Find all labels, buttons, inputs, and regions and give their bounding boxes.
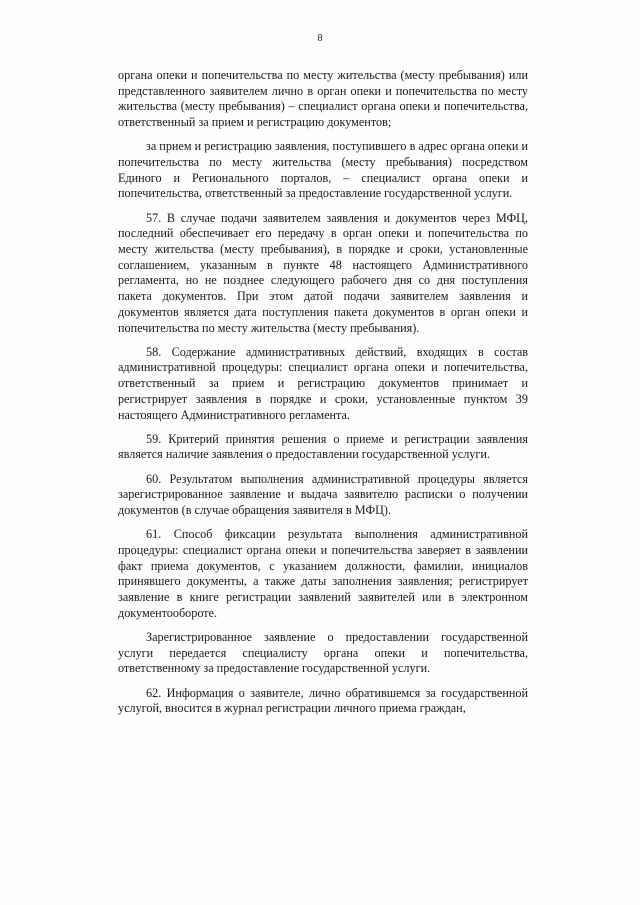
paragraph-57: 57. В случае подачи заявителем заявления и документов через МФЦ, последний обеспечивает его передачу в орган опеки и попечительства по месту жительства (месту пребывания), в порядке и сроки, установленные соглашением, указанным в пункте 48 настоящего Административного регламента, но не позднее следующего рабочего дня со дня поступления пакета документов. При этом датой подачи заявителем заявления и документов является дата поступления пакета документов в орган опеки и попечительства по месту жительства (месту пребывания).	[118, 210, 528, 335]
paragraph-registered-application: Зарегистрированное заявление о предоставлении государственной услуги передается специалисту органа опеки и попечительства, ответственному за предоставление государственной услуги.	[118, 630, 528, 676]
paragraph-continuation: органа опеки и попечительства по месту жительства (месту пребывания) или представленного заявителем лично в орган опеки и попечительства по месту жительства (месту пребывания) – специалист органа опеки и попечительства, ответственный за прием и регистрацию документов;	[118, 68, 528, 130]
page-number: 8	[317, 33, 323, 44]
paragraph-registration-portal: за прием и регистрацию заявления, поступившего в адрес органа опеки и попечительства по месту жительства (месту пребывания) посредством Единого и Регионального порталов, – специалист органа опеки и попечительства, ответственный за предоставление государственной услуги.	[118, 139, 528, 201]
document-body	[118, 68, 528, 726]
paragraph-62: 62. Информация о заявителе, лично обратившемся за государственной услугой, вносится в журнал регистрации личного приема граждан,	[118, 685, 528, 716]
paragraph-61: 61. Способ фиксации результата выполнения административной процедуры: специалист органа опеки и попечительства заверяет в заявлении факт приема документов, с указанием должности, фамилии, инициалов принявшего документы, а также даты заполнения заявления; регистрирует заявление в книге регистрации заявлений заявителей или в электронном документообороте.	[118, 527, 528, 620]
paragraph-60: 60. Результатом выполнения административной процедуры является зарегистрированное заявление и выдача заявителю расписки о получении документов (в случае обращения заявителя в МФЦ).	[118, 471, 528, 518]
paragraph-59: 59. Критерий принятия решения о приеме и регистрации заявления является наличие заявления о предоставлении государственной услуги.	[118, 431, 528, 462]
paragraph-58: 58. Содержание административных действий, входящих в состав административной процедуры: специалист органа опеки и попечительства, ответственный за прием и регистрацию документов принимает и регистрирует заявления в порядке и сроки, установленные пунктом 39 настоящего Административного регламента.	[118, 344, 528, 422]
